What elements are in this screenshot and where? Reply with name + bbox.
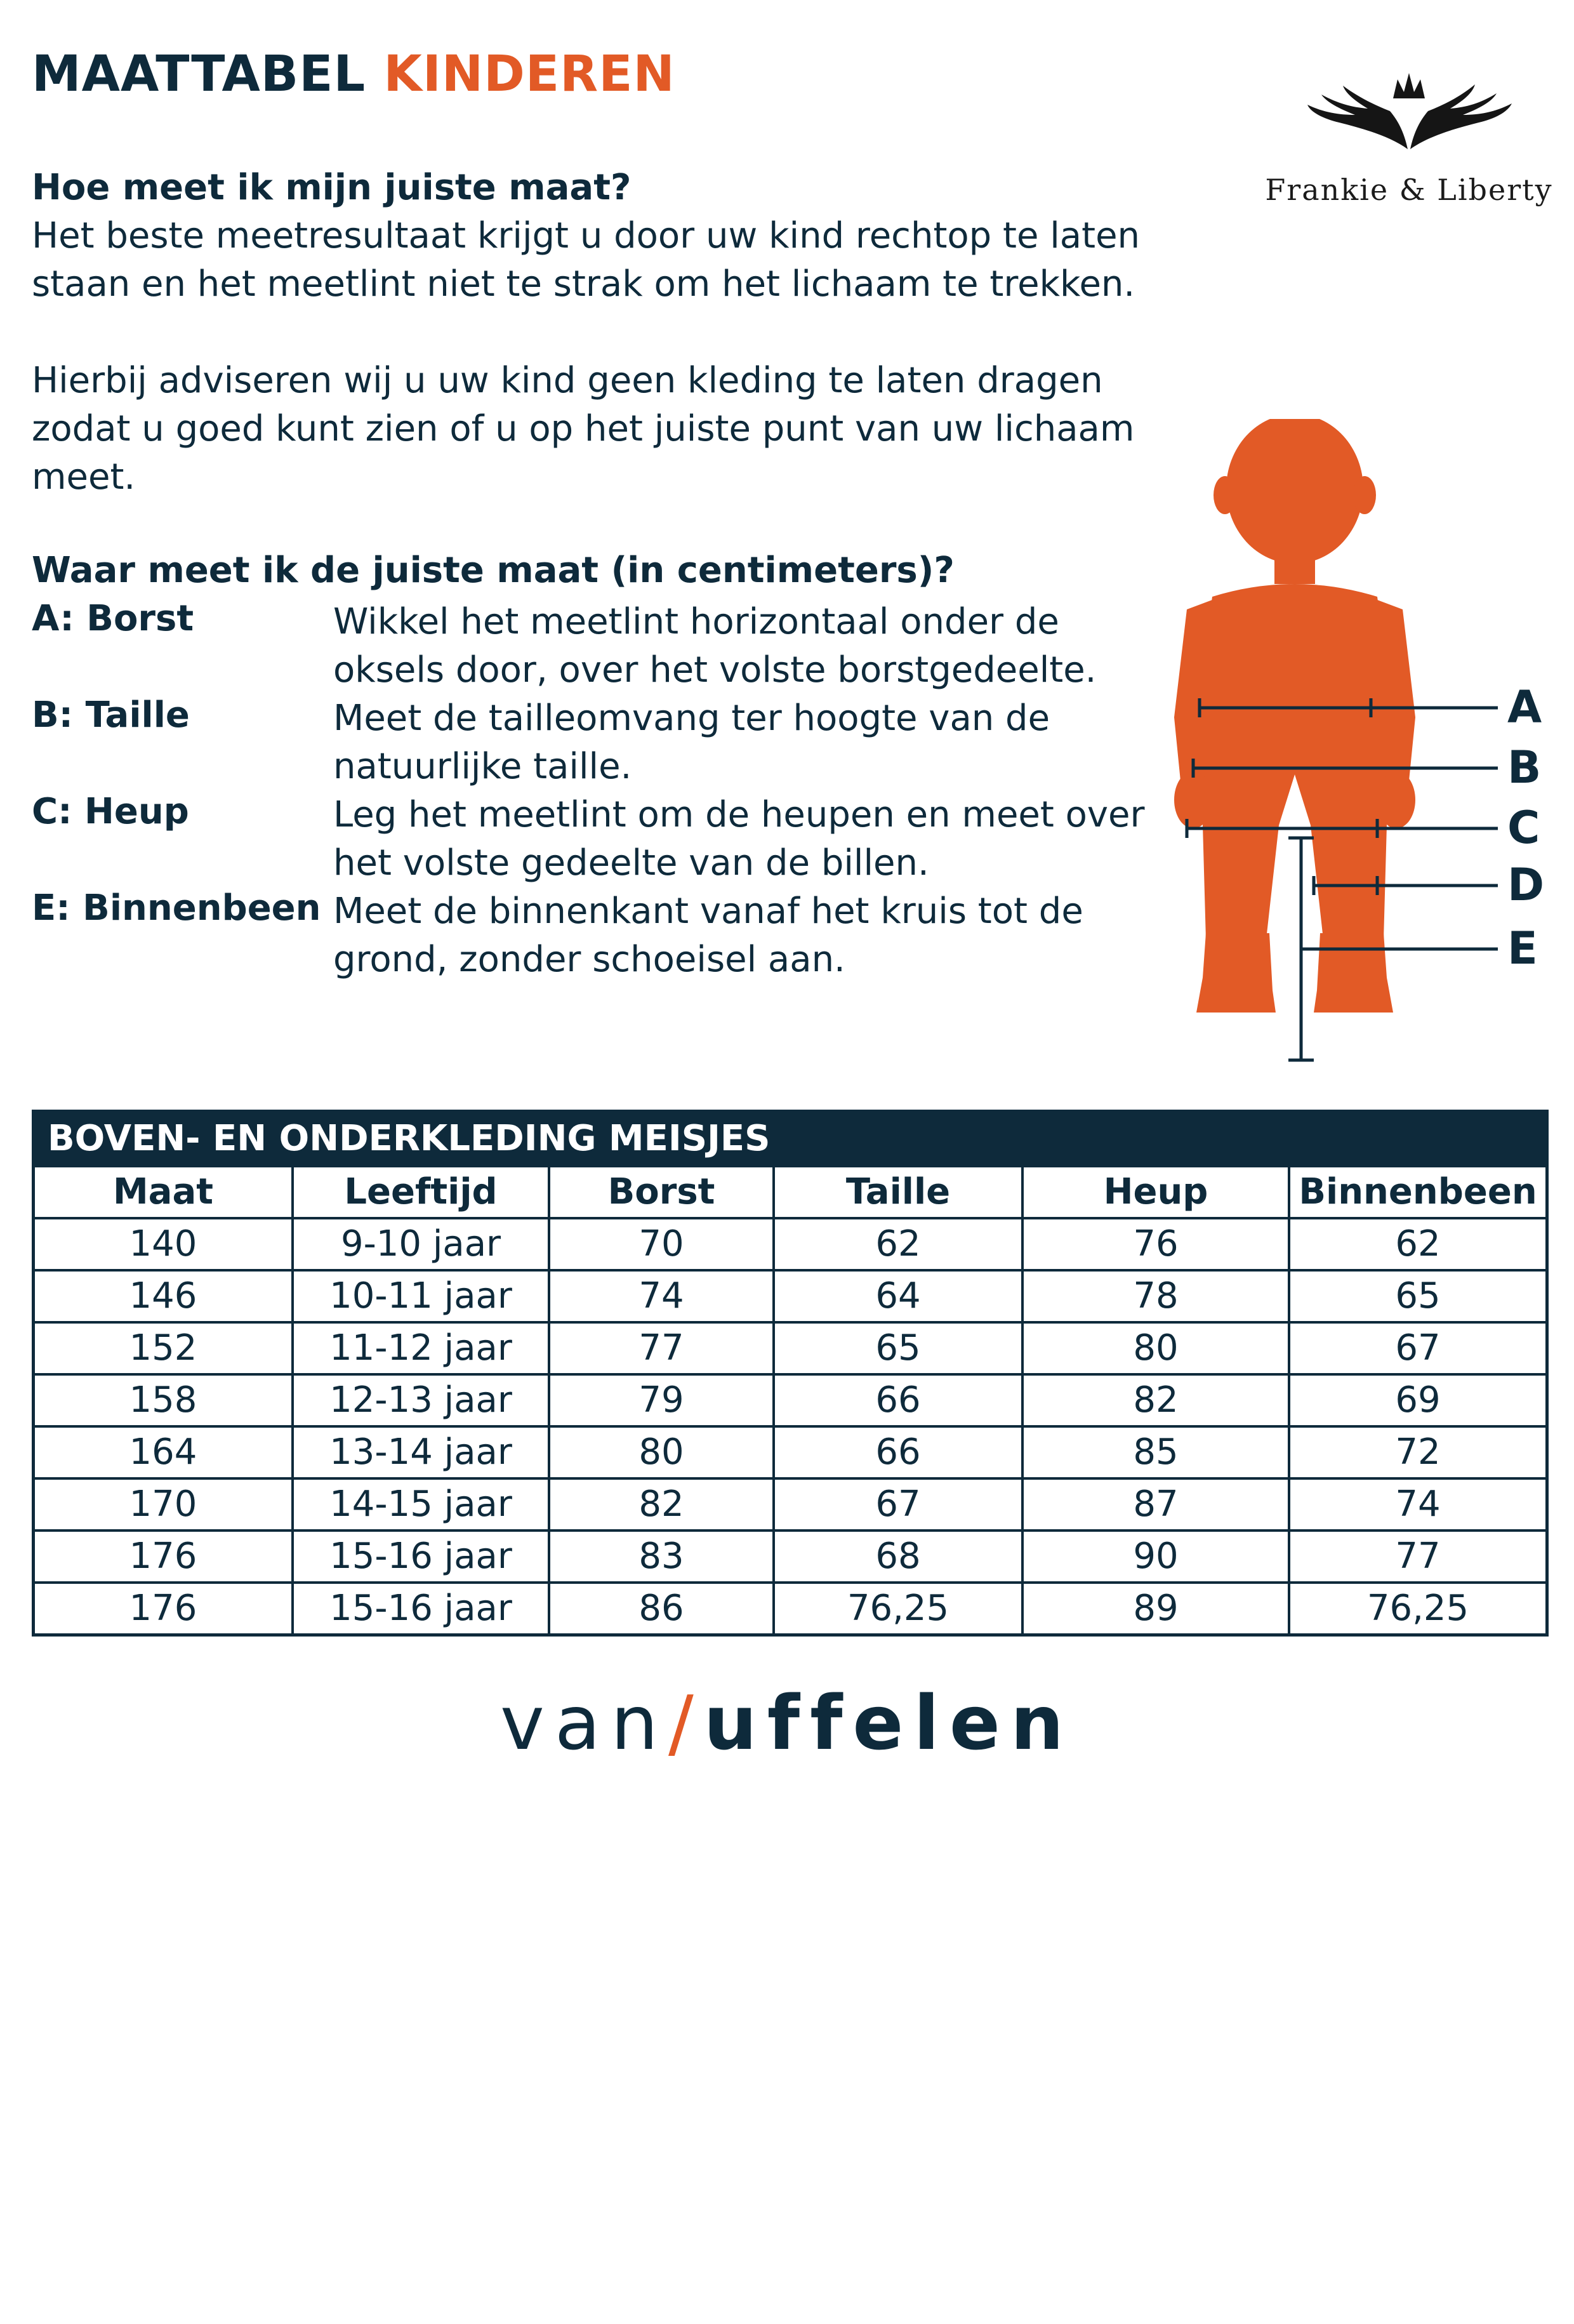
measure-text-borst: Wikkel het meetlint horizontaal onder de oksels door, over het volste borstgedeelte. [333,601,1097,691]
table-cell: 76,25 [772,1584,1021,1633]
table-cell: 64 [772,1272,1021,1321]
intro-heading: Hoe meet ik mijn juiste maat? [32,167,632,208]
marker-label: C [1507,802,1540,854]
table-cell: 66 [772,1428,1021,1477]
column-header: Taille [772,1167,1021,1217]
table-cell: 12-13 jaar [291,1376,548,1425]
table-cell: 80 [1021,1324,1288,1373]
table-row [35,1477,1545,1529]
measure-label-binnenbeen: E: Binnenbeen [32,887,321,929]
measure-text-taille: Meet de tailleomvang ter hoogte van de natuurlijke taille. [333,698,1050,787]
table-cell: 77 [1288,1532,1545,1581]
table-row [35,1217,1545,1269]
table-cell: 79 [548,1376,772,1425]
column-header: Binnenbeen [1288,1167,1545,1217]
table-cell: 86 [548,1584,772,1633]
table-row [35,1269,1545,1321]
child-silhouette-icon [1168,419,1549,1079]
table-cell: 83 [548,1532,772,1581]
table-cell: 72 [1288,1428,1545,1477]
marker-label: A [1507,681,1542,733]
table-cell: 66 [772,1376,1021,1425]
table-cell: 170 [129,1484,197,1525]
table-cell: 146 [129,1275,197,1317]
measure-text-heup: Leg het meetlint om de heupen en meet over het volste gedeelte van de billen. [333,794,1145,884]
table-cell: 11-12 jaar [291,1324,548,1373]
marker-label: D [1507,859,1545,911]
column-header: Leeftijd [291,1167,548,1217]
brand-name: Frankie & Liberty [1265,173,1553,207]
marker-label: E [1507,922,1538,974]
table-cell: 74 [1288,1480,1545,1529]
table-cell: 62 [772,1219,1021,1269]
table-cell: 152 [129,1327,197,1369]
footer-logo [0,1679,1574,1767]
page-title [32,46,675,103]
table-cell: 89 [1021,1584,1288,1633]
column-header: Borst [548,1167,772,1217]
title-main: MAATTABEL [32,46,366,103]
table-row [35,1321,1545,1373]
table-cell: 176 [129,1536,197,1577]
table-cell: 85 [1021,1428,1288,1477]
title-accent: KINDEREN [383,46,675,103]
column-header: Maat [112,1171,214,1212]
table-cell: 15-16 jaar [291,1532,548,1581]
table-row [35,1373,1545,1425]
measure-heading: Waar meet ik de juiste maat (in centimeters)? [32,550,955,591]
measure-text-binnenbeen: Meet de binnenkant vanaf het kruis tot de grond, zonder schoeisel aan. [333,891,1083,980]
table-row [35,1529,1545,1581]
table-cell: 90 [1021,1532,1288,1581]
table-cell: 65 [1288,1272,1545,1321]
table-cell: 76,25 [1288,1584,1545,1633]
logo-part-bold: uffelen [703,1679,1074,1767]
table-cell: 67 [1288,1324,1545,1373]
column-header: Heup [1021,1167,1288,1217]
table-cell: 13-14 jaar [291,1428,548,1477]
table-cell: 70 [548,1219,772,1269]
measure-label-heup: C: Heup [32,791,189,832]
table-cell: 15-16 jaar [291,1584,548,1633]
table-cell: 78 [1021,1272,1288,1321]
logo-part-light: van [500,1679,668,1767]
table-cell: 10-11 jaar [291,1272,548,1321]
table-cell: 80 [548,1428,772,1477]
intro-paragraph: Hierbij adviseren wij u uw kind geen kleding te laten dragen zodat u goed kunt zien of u op het juiste punt van uw lichaam meet. [32,360,1135,498]
table-cell: 158 [129,1379,197,1421]
table-cell: 69 [1288,1376,1545,1425]
table-cell: 82 [1021,1376,1288,1425]
marker-label: B [1507,741,1542,793]
table-cell: 164 [129,1431,197,1473]
table-cell: 68 [772,1532,1021,1581]
measure-label-taille: B: Taille [32,694,190,736]
table-heading: BOVEN- EN ONDERKLEDING MEISJES [35,1113,1545,1165]
table-row [35,1581,1545,1633]
table-cell: 82 [548,1480,772,1529]
table-cell: 14-15 jaar [291,1480,548,1529]
size-table [32,1110,1549,1637]
table-row [35,1425,1545,1477]
table-cell: 62 [1288,1219,1545,1269]
measure-label-borst: A: Borst [32,598,194,639]
table-cell: 76 [1021,1219,1288,1269]
table-cell: 65 [772,1324,1021,1373]
table-cell: 140 [129,1223,197,1265]
table-cell: 67 [772,1480,1021,1529]
table-cell: 77 [548,1324,772,1373]
table-cell: 176 [129,1588,197,1629]
table-header-row [35,1165,1545,1217]
table-cell: 9-10 jaar [291,1219,548,1269]
table-cell: 74 [548,1272,772,1321]
table-cell: 87 [1021,1480,1288,1529]
intro-paragraph: Het beste meetresultaat krijgt u door uw kind rechtop te laten staan en het meetlint niet te strak om het lichaam te trekken. [32,215,1141,305]
logo-slash: / [668,1679,704,1767]
